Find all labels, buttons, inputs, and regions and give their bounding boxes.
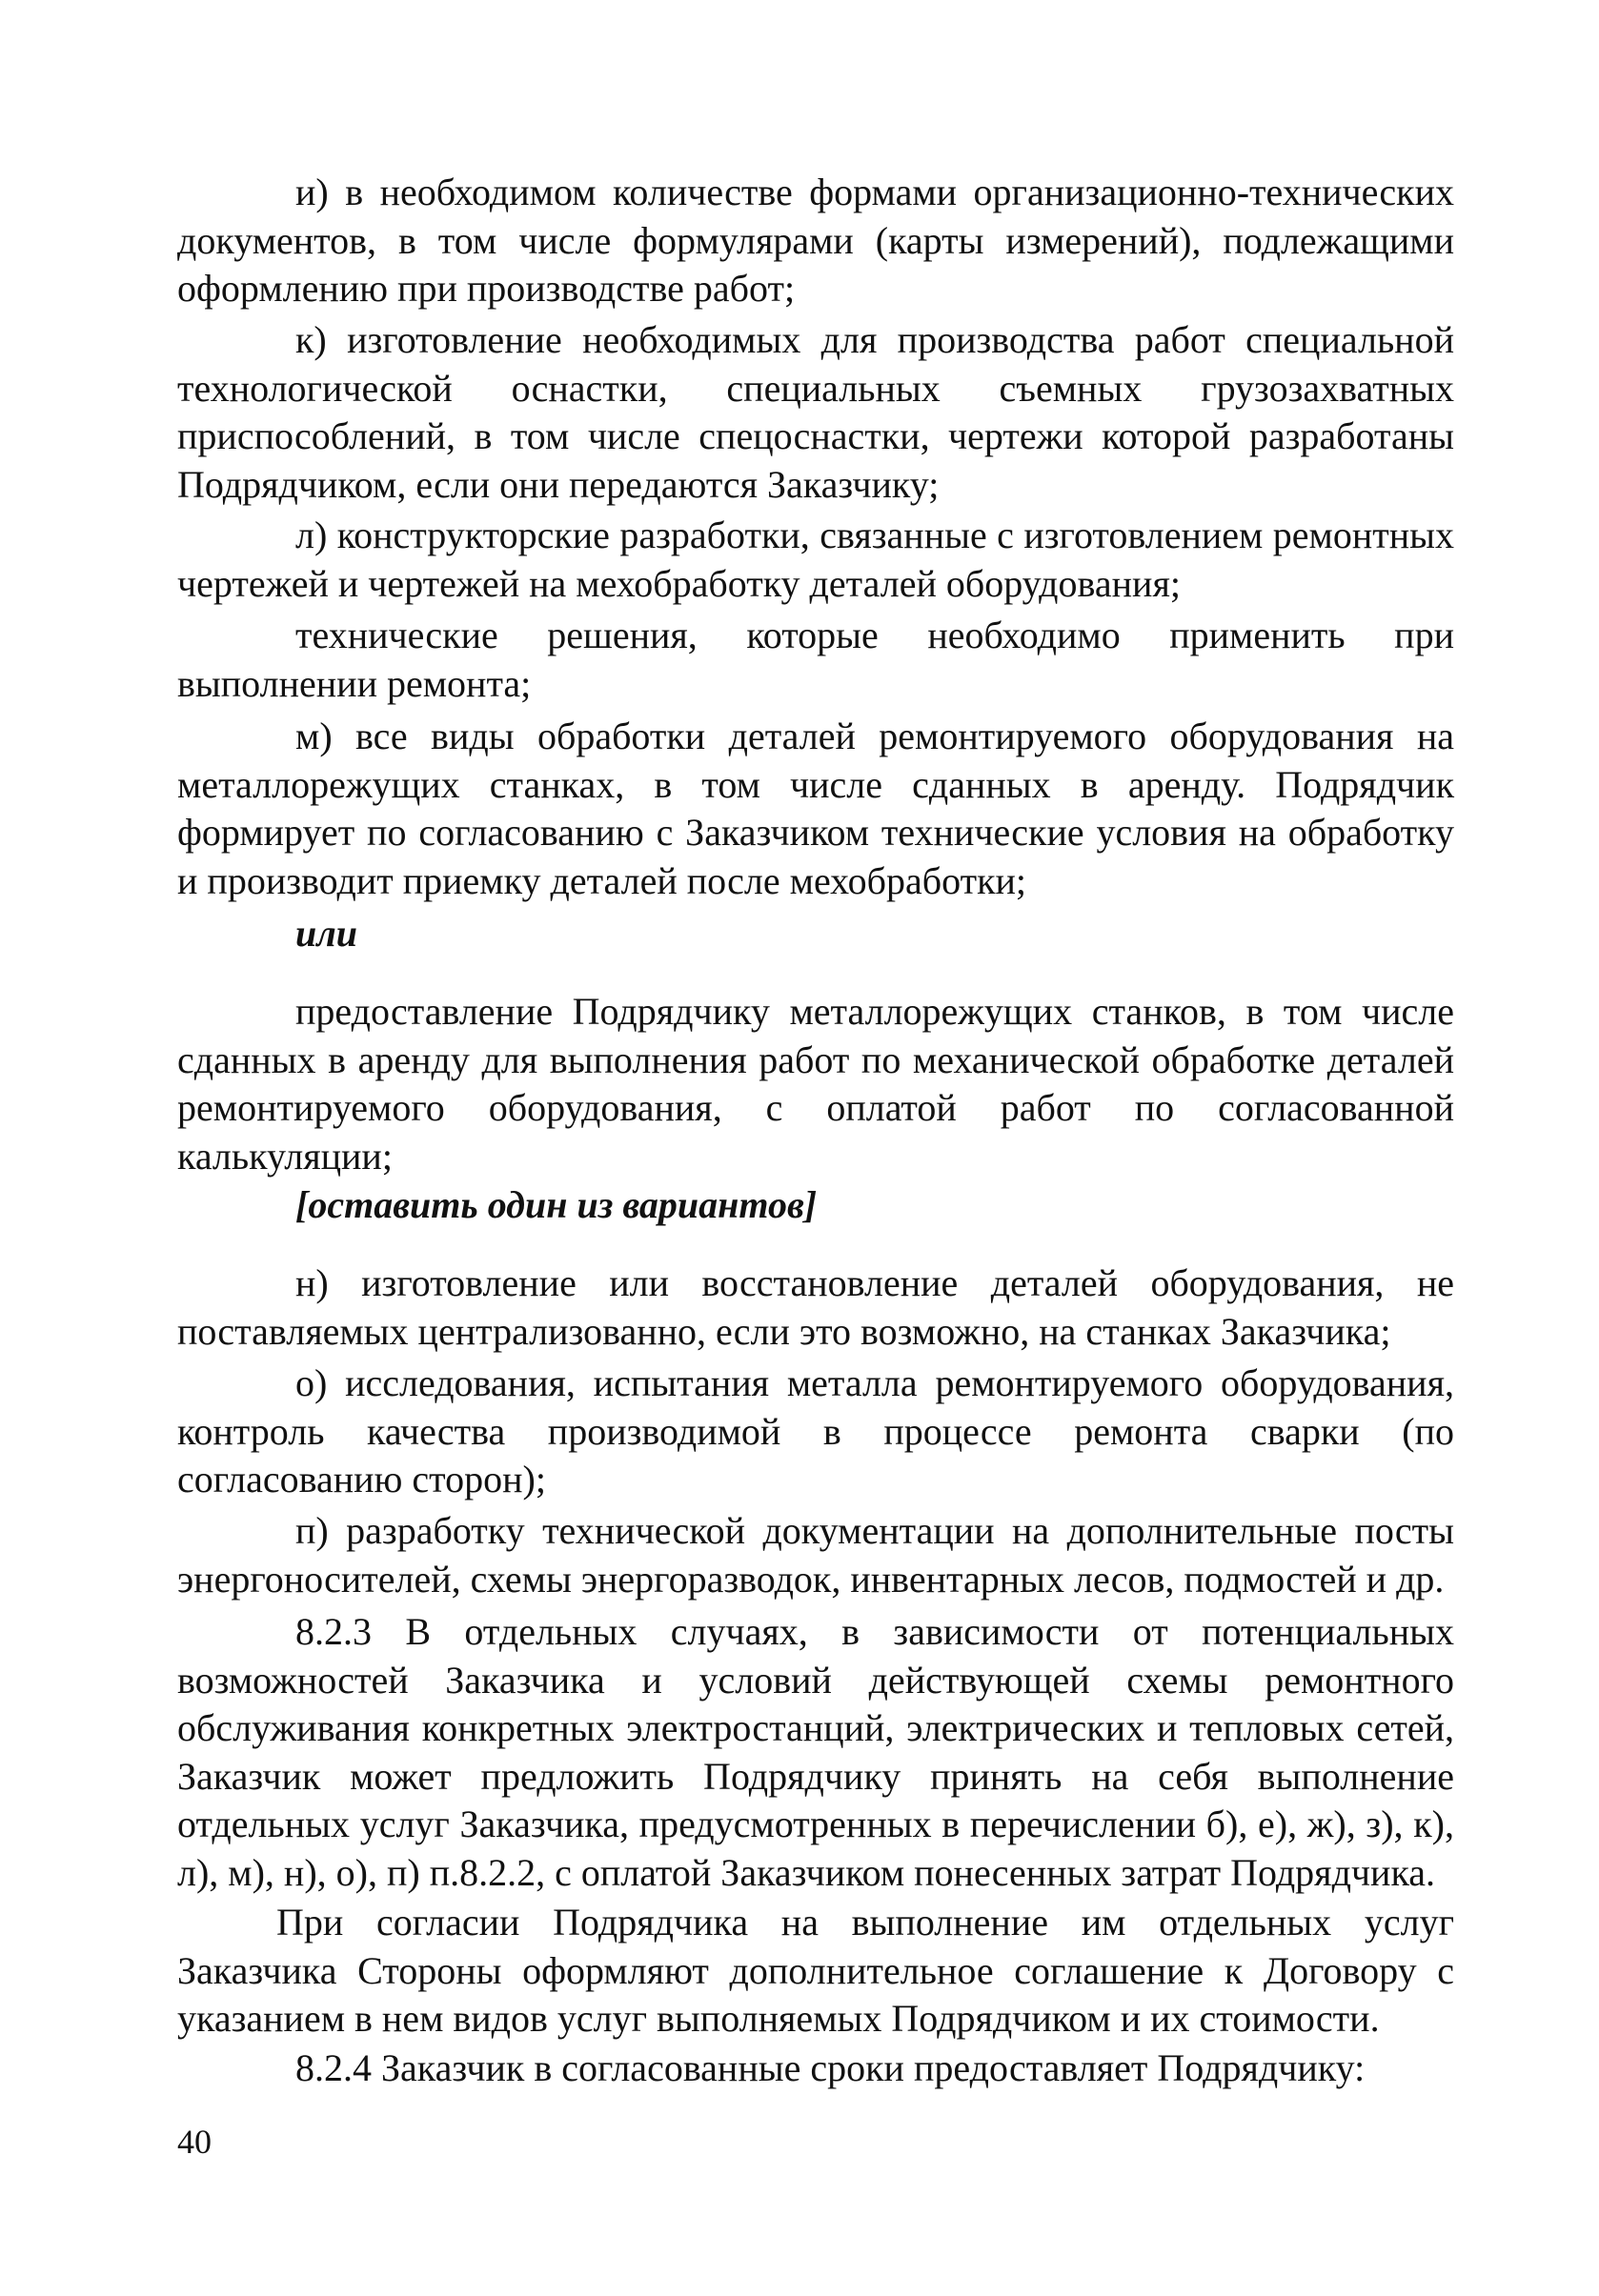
variant-marker-or: или <box>295 912 358 955</box>
paragraph-section-8-2-4: 8.2.4 Заказчик в согласованные сроки предоставляет Подрядчику: <box>295 2046 1366 2089</box>
page-number: 40 <box>177 2123 212 2161</box>
paragraph-item-i: и) в необходимом количестве формами организационно-технических документов, в том числе формулярами (карты измерений), подлежащими оформлению при производстве работ; <box>177 171 1454 310</box>
paragraph-agreement: При согласии Подрядчика на выполнение им отдельных услуг Заказчика Стороны оформляют дополнительное соглашение к Договору с указанием в нем видов услуг выполняемых Подрядчиком и их стоимости. <box>177 1901 1454 2040</box>
paragraph-section-8-2-3: 8.2.3 В отдельных случаях, в зависимости от потенциальных возможностей Заказчика и условий действующей схемы ремонтного обслуживания конкретных электростанций, электрических и тепловых сетей, Заказчик может предложить Подрядчику принять на себя выполнение отдельных услуг Заказчика, предусмотренных в перечислении б), е), ж), з), к), л), м), н), о), п) п.8.2.2, с оплатой Заказчиком понесенных затрат Подрядчика. <box>177 1610 1454 1894</box>
paragraph-item-o: о) исследования, испытания металла ремонтируемого оборудования, контроль качества производимой в процессе ремонта сварки (по согласованию сторон); <box>177 1361 1454 1500</box>
paragraph-item-p: п) разработку технической документации на дополнительные посты энергоносителей, схемы энергоразводок, инвентарных лесов, подмостей и др. <box>177 1509 1454 1601</box>
paragraph-item-m: м) все виды обработки деталей ремонтируемого оборудования на металлорежущих станках, в том числе сданных в аренду. Подрядчик формирует по согласованию с Заказчиком технические условия на обработку и производит приемку деталей после мехобработки; <box>177 715 1454 902</box>
paragraph-provide-machines: предоставление Подрядчику металлорежущих станков, в том числе сданных в аренду для выполнения работ по механической обработке деталей ремонтируемого оборудования, с оплатой работ по согласованной калькуляции; <box>177 990 1454 1178</box>
paragraph-item-l: л) конструкторские разработки, связанные с изготовлением ремонтных чертежей и чертежей на мехобработку деталей оборудования; <box>177 514 1454 605</box>
paragraph-item-k: к) изготовление необходимых для производства работ специальной технологической оснастки, специальных съемных грузозахватных приспособлений, в том числе спецоснастки, чертежи которой разработаны Подрядчиком, если они передаются Заказчику; <box>177 318 1454 506</box>
variant-marker-choose: [оставить один из вариантов] <box>295 1183 818 1226</box>
paragraph-item-n: н) изготовление или восстановление деталей оборудования, не поставляемых централизованно, если это возможно, на станках Заказчика; <box>177 1261 1454 1353</box>
paragraph-technical-solutions: технические решения, которые необходимо применить при выполнении ремонта; <box>177 614 1454 705</box>
